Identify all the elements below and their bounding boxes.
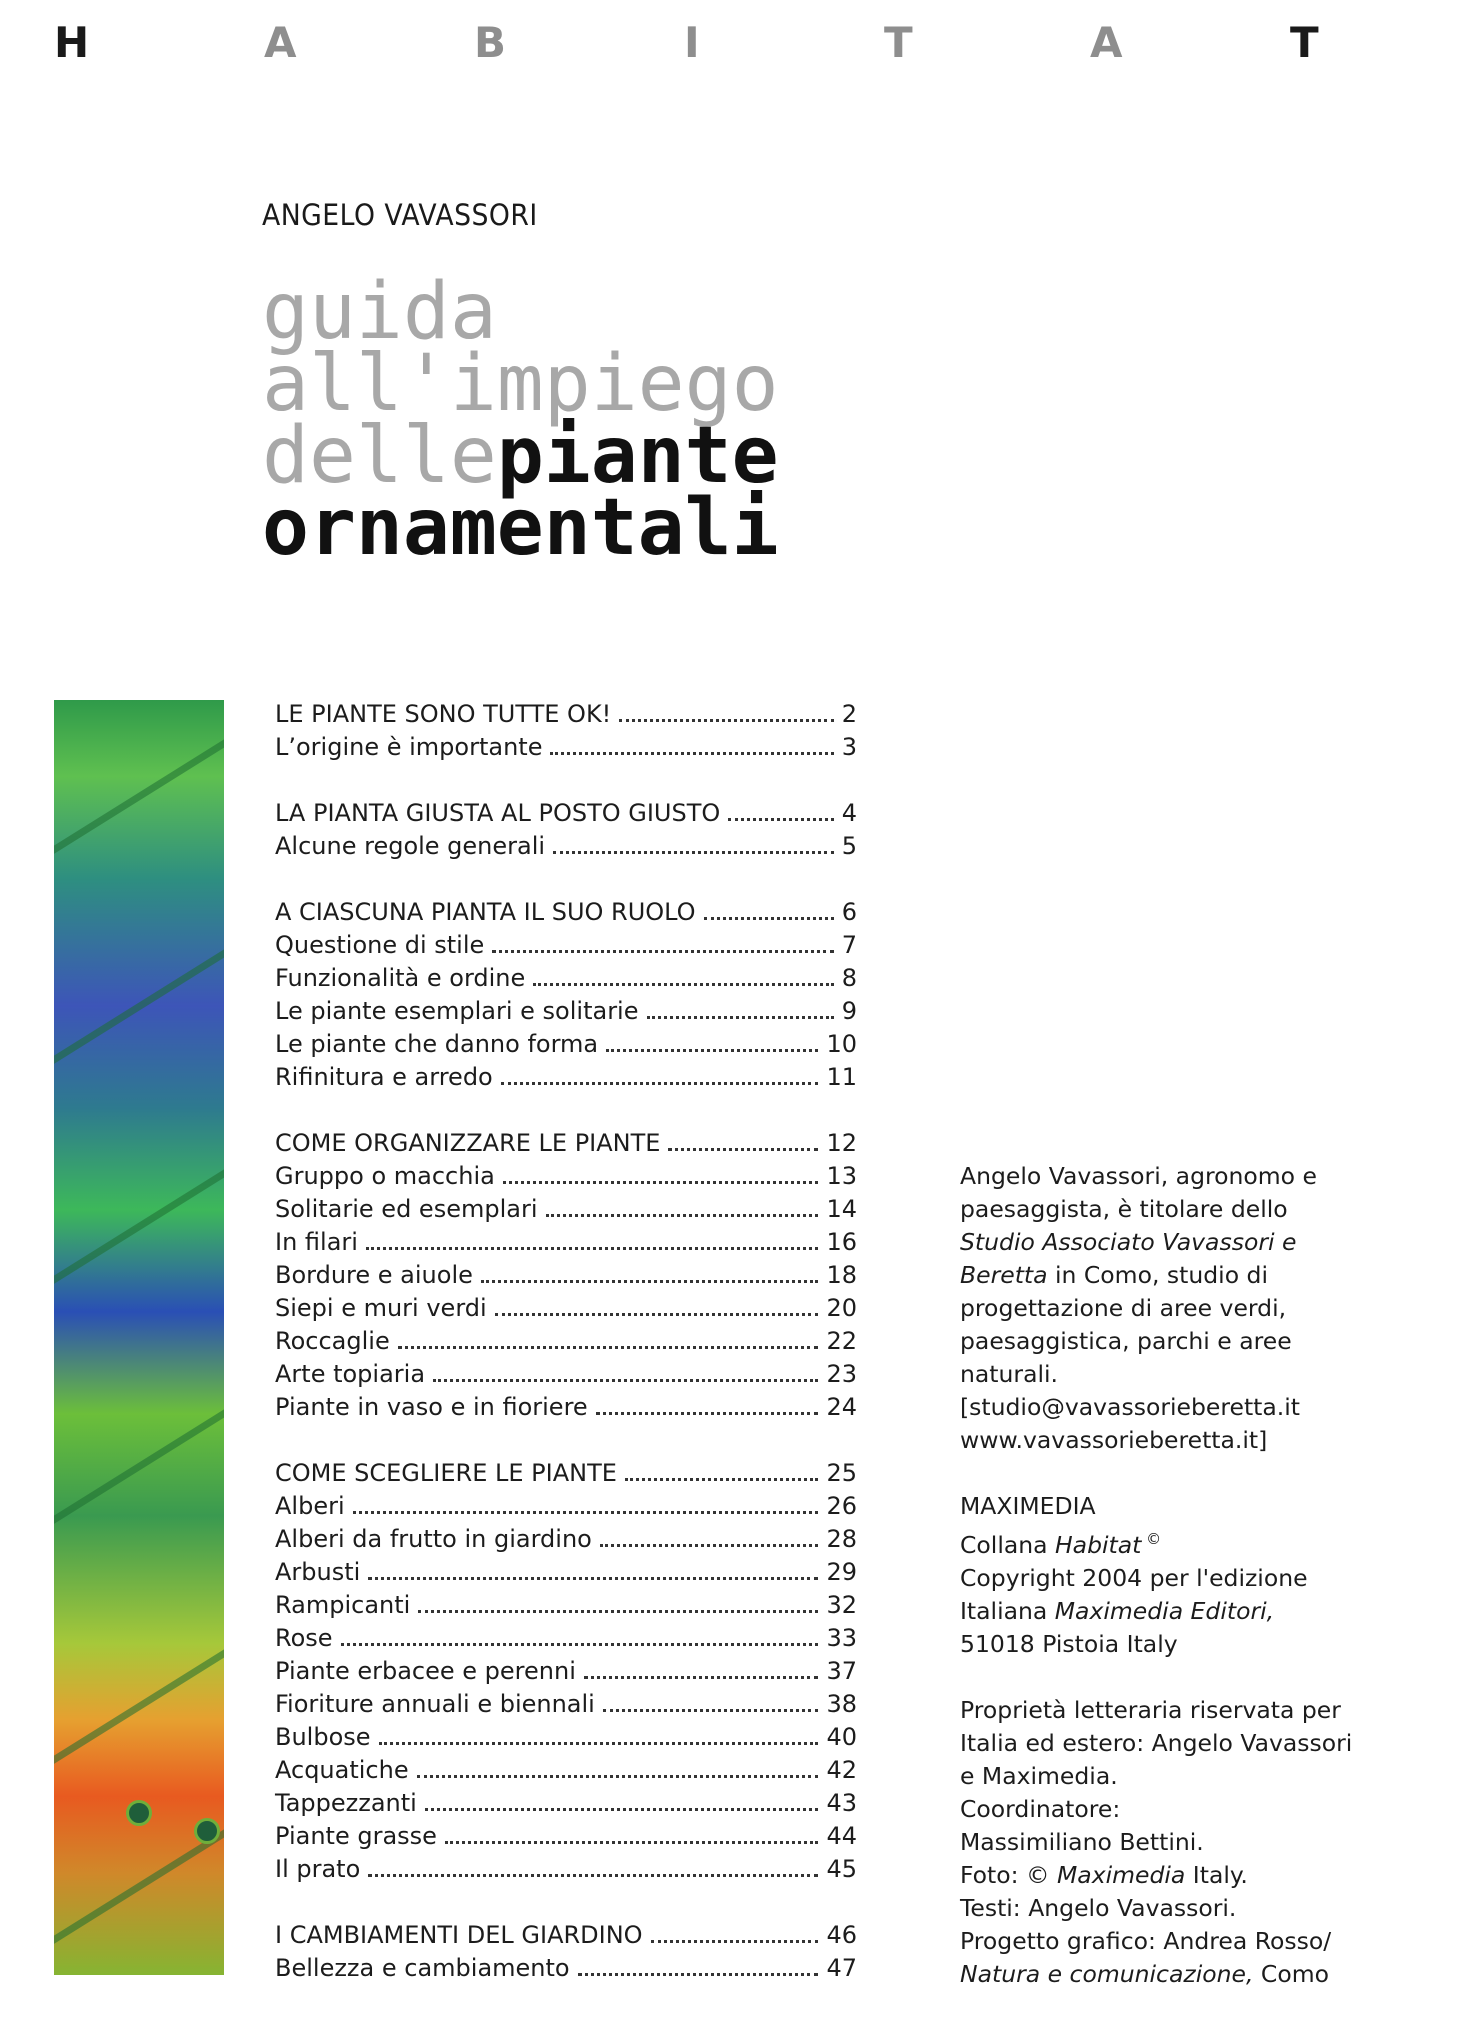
toc-page-number: 6 xyxy=(841,898,857,926)
toc-page-number: 23 xyxy=(826,1360,857,1388)
toc-entry-label: Rampicanti xyxy=(275,1591,411,1619)
leaf-vein xyxy=(54,1632,224,1776)
toc-entry xyxy=(275,1558,857,1591)
toc-entry-label: Alberi da frutto in giardino xyxy=(275,1525,592,1553)
title-text: delle xyxy=(262,411,497,501)
toc-leader-dots xyxy=(533,983,833,986)
toc-entry xyxy=(275,1789,857,1822)
series-letter: B xyxy=(474,18,507,67)
leaf-vein xyxy=(54,932,224,1076)
toc-page-number: 13 xyxy=(826,1162,857,1190)
toc-entry xyxy=(275,1591,857,1624)
toc-entry-label: Alcune regole generali xyxy=(275,832,546,860)
series-letter: T xyxy=(884,18,913,67)
toc-entry xyxy=(275,733,857,766)
table-of-contents xyxy=(275,700,857,2020)
toc-entry xyxy=(275,1030,857,1063)
toc-entry xyxy=(275,1822,857,1855)
toc-page-number: 32 xyxy=(826,1591,857,1619)
toc-entry xyxy=(275,1723,857,1756)
toc-entry xyxy=(275,898,857,931)
toc-leader-dots xyxy=(584,1676,819,1679)
toc-leader-dots xyxy=(368,1577,818,1580)
toc-leader-dots xyxy=(341,1643,819,1646)
toc-page-number: 25 xyxy=(826,1459,857,1487)
toc-leader-dots xyxy=(495,1313,819,1316)
toc-leader-dots xyxy=(600,1544,819,1547)
toc-leader-dots xyxy=(366,1247,819,1250)
text-line xyxy=(960,1259,1380,1292)
series-letter: A xyxy=(264,18,297,67)
toc-leader-dots xyxy=(578,1973,819,1976)
title-line xyxy=(262,339,779,429)
toc-entry xyxy=(275,997,857,1030)
text-line xyxy=(960,1595,1380,1628)
toc-page-number: 28 xyxy=(826,1525,857,1553)
toc-entry-label: COME SCEGLIERE LE PIANTE xyxy=(275,1459,617,1487)
text-fragment: Foto: © xyxy=(960,1860,1058,1889)
toc-entry xyxy=(275,1492,857,1525)
toc-entry-label: Alberi xyxy=(275,1492,345,1520)
toc-leader-dots xyxy=(550,752,833,755)
title-line xyxy=(262,267,779,357)
toc-entry-label: LA PIANTA GIUSTA AL POSTO GIUSTO xyxy=(275,799,721,827)
text-fragment: in Como, studio di xyxy=(1047,1261,1268,1289)
toc-entry-label: Tappezzanti xyxy=(275,1789,417,1817)
toc-entry-label: I CAMBIAMENTI DEL GIARDINO xyxy=(275,1921,643,1949)
toc-entry-label: A CIASCUNA PIANTA IL SUO RUOLO xyxy=(275,898,696,926)
toc-entry xyxy=(275,964,857,997)
toc-section xyxy=(275,1921,857,1987)
text-line xyxy=(960,1958,1380,1991)
toc-page-number: 44 xyxy=(826,1822,857,1850)
toc-entry xyxy=(275,1129,857,1162)
toc-entry-label: Bellezza e cambiamento xyxy=(275,1954,570,1982)
leaf-spot xyxy=(194,1818,220,1844)
text-line xyxy=(960,1859,1380,1892)
toc-leader-dots xyxy=(368,1874,818,1877)
toc-leader-dots xyxy=(619,719,833,722)
leaf-photo-strip xyxy=(54,700,224,1975)
toc-page-number: 43 xyxy=(826,1789,857,1817)
toc-page-number: 24 xyxy=(826,1393,857,1421)
toc-page-number: 46 xyxy=(826,1921,857,1949)
text-fragment: Italy. xyxy=(1185,1860,1248,1889)
toc-page-number: 16 xyxy=(826,1228,857,1256)
toc-page-number: 11 xyxy=(826,1063,857,1091)
toc-entry-label: LE PIANTE SONO TUTTE OK! xyxy=(275,700,612,728)
toc-entry xyxy=(275,1459,857,1492)
title-text-bold: ornamentali xyxy=(262,483,779,573)
toc-section xyxy=(275,898,857,1096)
email-text: [studio@vavassorieberetta.it xyxy=(960,1393,1300,1421)
toc-page-number: 9 xyxy=(841,997,857,1025)
text-line xyxy=(960,1523,1380,1562)
toc-entry xyxy=(275,1690,857,1723)
toc-entry xyxy=(275,1360,857,1393)
toc-entry-label: Bordure e aiuole xyxy=(275,1261,473,1289)
toc-leader-dots xyxy=(417,1775,819,1778)
toc-entry xyxy=(275,1063,857,1096)
toc-entry xyxy=(275,1921,857,1954)
title-line xyxy=(262,483,779,573)
toc-page-number: 3 xyxy=(841,733,857,761)
toc-entry xyxy=(275,1294,857,1327)
series-letter: I xyxy=(684,18,700,67)
toc-entry xyxy=(275,931,857,964)
toc-leader-dots xyxy=(603,1709,819,1712)
toc-entry-label: Questione di stile xyxy=(275,931,485,959)
rights-credits xyxy=(960,1694,1380,1991)
text-line: 51018 Pistoia Italy xyxy=(960,1629,1178,1658)
text-line: Proprietà letteraria riservata per xyxy=(960,1695,1341,1724)
toc-leader-dots xyxy=(492,950,833,953)
leaf-vein xyxy=(54,722,224,866)
text-line: paesaggistica, parchi e aree xyxy=(960,1327,1292,1355)
title-text: all'impiego xyxy=(262,339,779,429)
toc-entry-label: Bulbose xyxy=(275,1723,371,1751)
toc-leader-dots xyxy=(668,1148,818,1151)
toc-page-number: 18 xyxy=(826,1261,857,1289)
toc-leader-dots xyxy=(704,917,834,920)
toc-page-number: 37 xyxy=(826,1657,857,1685)
toc-entry-label: In filari xyxy=(275,1228,358,1256)
toc-page-number: 38 xyxy=(826,1690,857,1718)
toc-page-number: 29 xyxy=(826,1558,857,1586)
toc-entry-label: Piante in vaso e in fioriere xyxy=(275,1393,588,1421)
toc-leader-dots xyxy=(379,1742,819,1745)
author-name: ANGELO VAVASSORI xyxy=(262,198,538,232)
toc-leader-dots xyxy=(553,851,834,854)
website-text: www.vavassorieberetta.it] xyxy=(960,1426,1268,1454)
toc-page-number: 2 xyxy=(841,700,857,728)
toc-page-number: 42 xyxy=(826,1756,857,1784)
toc-entry-label: Siepi e muri verdi xyxy=(275,1294,487,1322)
toc-section xyxy=(275,1459,857,1888)
author-bio xyxy=(960,1160,1380,1457)
toc-entry xyxy=(275,1525,857,1558)
series-letter: A xyxy=(1090,18,1123,67)
toc-leader-dots xyxy=(596,1412,819,1415)
toc-entry-label: Fioriture annuali e biennali xyxy=(275,1690,595,1718)
toc-leader-dots xyxy=(353,1511,819,1514)
toc-page-number: 45 xyxy=(826,1855,857,1883)
text-line: Copyright 2004 per l'edizione xyxy=(960,1563,1308,1592)
toc-entry xyxy=(275,1327,857,1360)
toc-entry xyxy=(275,799,857,832)
publisher-info xyxy=(960,1490,1380,1661)
text-line xyxy=(960,1226,1380,1259)
toc-entry-label: Le piante esemplari e solitarie xyxy=(275,997,639,1025)
toc-entry xyxy=(275,1195,857,1228)
toc-page-number: 10 xyxy=(826,1030,857,1058)
toc-section xyxy=(275,1129,857,1426)
toc-entry xyxy=(275,1393,857,1426)
toc-page-number: 4 xyxy=(841,799,857,827)
title-line xyxy=(262,411,779,501)
toc-section xyxy=(275,700,857,766)
toc-entry xyxy=(275,1624,857,1657)
toc-entry-label: Funzionalità e ordine xyxy=(275,964,526,992)
series-letter: H xyxy=(54,18,90,67)
text-line: Progetto grafico: Andrea Rosso/ xyxy=(960,1926,1332,1955)
toc-leader-dots xyxy=(625,1478,819,1481)
text-fragment: Italiana xyxy=(960,1596,1055,1625)
series-letter: T xyxy=(1290,18,1319,67)
toc-entry-label: Solitarie ed esemplari xyxy=(275,1195,538,1223)
toc-page-number: 22 xyxy=(826,1327,857,1355)
toc-entry-label: COME ORGANIZZARE LE PIANTE xyxy=(275,1129,661,1157)
toc-entry xyxy=(275,700,857,733)
text-line: e Maximedia. xyxy=(960,1761,1118,1790)
text-fragment: Collana xyxy=(960,1530,1056,1559)
toc-leader-dots xyxy=(425,1808,819,1811)
text-line: naturali. xyxy=(960,1360,1058,1388)
toc-entry xyxy=(275,1954,857,1987)
toc-entry-label: Rose xyxy=(275,1624,333,1652)
toc-page-number: 33 xyxy=(826,1624,857,1652)
toc-entry-label: Acquatiche xyxy=(275,1756,409,1784)
toc-page-number: 14 xyxy=(826,1195,857,1223)
colophon xyxy=(960,1160,1380,2024)
toc-leader-dots xyxy=(481,1280,819,1283)
toc-entry-label: Piante grasse xyxy=(275,1822,437,1850)
series-name: Habitat xyxy=(1055,1530,1142,1559)
text-line: Massimiliano Bettini. xyxy=(960,1827,1204,1856)
text-line: Testi: Angelo Vavassori. xyxy=(960,1893,1237,1922)
toc-entry xyxy=(275,1855,857,1888)
toc-page-number: 26 xyxy=(826,1492,857,1520)
text-line: Italia ed estero: Angelo Vavassori xyxy=(960,1728,1353,1757)
leaf-vein xyxy=(54,1152,224,1296)
toc-leader-dots xyxy=(647,1016,834,1019)
toc-page-number: 20 xyxy=(826,1294,857,1322)
text-line: progettazione di aree verdi, xyxy=(960,1294,1287,1322)
design-credit: Natura e comunicazione, xyxy=(960,1959,1254,1988)
photo-credit: Maximedia xyxy=(1057,1860,1186,1889)
toc-entry-label: Il prato xyxy=(275,1855,361,1883)
studio-name: Studio Associato Vavassori e xyxy=(960,1228,1297,1256)
toc-leader-dots xyxy=(445,1841,819,1844)
toc-entry-label: Piante erbacee e perenni xyxy=(275,1657,576,1685)
leaf-spot xyxy=(126,1800,152,1826)
toc-entry xyxy=(275,1228,857,1261)
title-text-bold: piante xyxy=(496,411,779,501)
toc-page-number: 8 xyxy=(841,964,857,992)
toc-entry-label: Rifinitura e arredo xyxy=(275,1063,493,1091)
toc-leader-dots xyxy=(433,1379,818,1382)
book-title xyxy=(262,267,779,573)
toc-entry-label: Arte topiaria xyxy=(275,1360,426,1388)
toc-entry-label: Le piante che danno forma xyxy=(275,1030,599,1058)
text-fragment: Como xyxy=(1253,1959,1329,1988)
toc-entry xyxy=(275,1657,857,1690)
toc-page-number: 5 xyxy=(841,832,857,860)
publisher-italic: Maximedia Editori, xyxy=(1054,1596,1275,1625)
toc-entry xyxy=(275,832,857,865)
toc-entry-label: Arbusti xyxy=(275,1558,361,1586)
toc-leader-dots xyxy=(501,1082,819,1085)
toc-leader-dots xyxy=(651,1940,819,1943)
text-line: Angelo Vavassori, agronomo e xyxy=(960,1162,1317,1190)
toc-section xyxy=(275,799,857,865)
title-text: guida xyxy=(262,267,497,357)
toc-page-number: 7 xyxy=(841,931,857,959)
toc-entry xyxy=(275,1261,857,1294)
leaf-vein xyxy=(54,1392,224,1536)
toc-leader-dots xyxy=(606,1049,818,1052)
toc-leader-dots xyxy=(503,1181,819,1184)
toc-leader-dots xyxy=(418,1610,818,1613)
toc-page-number: 40 xyxy=(826,1723,857,1751)
toc-entry-label: L’origine è importante xyxy=(275,733,543,761)
text-line: Coordinatore: xyxy=(960,1794,1121,1823)
toc-leader-dots xyxy=(398,1346,819,1349)
text-line: paesaggista, è titolare dello xyxy=(960,1195,1288,1223)
toc-leader-dots xyxy=(546,1214,819,1217)
publisher-name: MAXIMEDIA xyxy=(960,1492,1096,1520)
toc-entry-label: Gruppo o macchia xyxy=(275,1162,495,1190)
toc-leader-dots xyxy=(728,818,833,821)
copyright-symbol: © xyxy=(1141,1530,1162,1548)
toc-entry xyxy=(275,1162,857,1195)
toc-entry-label: Roccaglie xyxy=(275,1327,390,1355)
studio-name: Beretta xyxy=(960,1261,1048,1289)
toc-entry xyxy=(275,1756,857,1789)
toc-page-number: 12 xyxy=(826,1129,857,1157)
toc-page-number: 47 xyxy=(826,1954,857,1982)
